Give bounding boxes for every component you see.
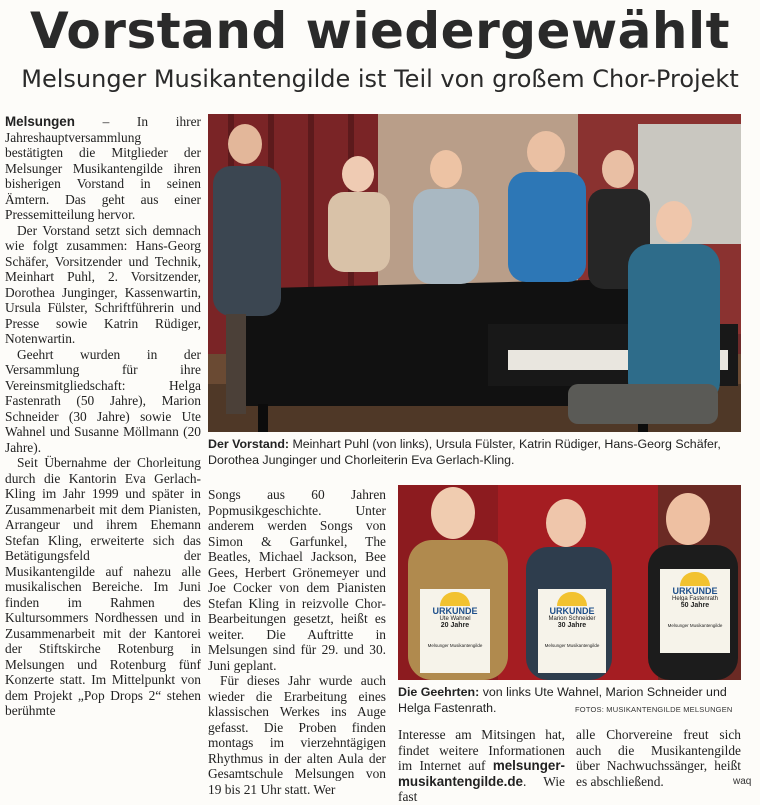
certificate-name: Marion Schneider bbox=[548, 616, 596, 622]
col3-text-after: . Wie fast bbox=[398, 773, 565, 804]
subheadline: Melsunger Musikantengilde ist Teil von großem Chor-Projekt bbox=[21, 65, 739, 93]
caption-label: Die Geehrten: bbox=[398, 685, 480, 699]
caption-text: von links Ute Wahnel, Marion Schneider und Helga Fastenrath. bbox=[398, 685, 727, 715]
certificate-years: 30 Jahre bbox=[557, 622, 587, 629]
article-paragraph-1 bbox=[5, 114, 201, 223]
certificate-title: URKUNDE bbox=[549, 606, 595, 616]
author-signature: waq bbox=[733, 776, 752, 787]
certificate-3 bbox=[660, 569, 730, 653]
certificate-club: Melsunger Musikantengilde bbox=[544, 643, 600, 648]
certificate-title: URKUNDE bbox=[432, 606, 478, 616]
paragraph-1-text: – In ihrer Jahreshauptversammlung bestätigten die Mitglieder der Melsunger Musikantengilde ihren bisherigen Vorstand in seinen Ämtern. Das geht aus einer Pressemitteilung hervor. bbox=[5, 114, 201, 222]
photo-credit: FOTOS: MUSIKANTENGILDE MELSUNGEN bbox=[575, 705, 733, 714]
article-col4-paragraph: alle Chorvereine freut sich auch die Musikantengilde über Nachwuchssänger, heißt es abschließend. bbox=[576, 727, 741, 789]
article-paragraph-4: Seit Übernahme der Chorleitung durch die Kantorin Eva Gerlach-Kling im Jahr 1999 und später in Zusammenarbeit mit dem Pianisten, Arrangeur und ihrem Ehemann Stefan Kling, erweiterte sich das Betätigungsfeld der Musikantengilde auf nahezu alle musikalischen Bereiche. Im Juni finden im Rahmen des Kultursommers Nordhessen und in Zusammenarbeit mit der Kantorei der Stiftskirche Rotenburg in Melsungen und Rotenburg fünf Konzerte statt. Im Mittelpunkt von dem Projekt „Pop Drops 2“ stehen berühmte bbox=[5, 455, 201, 718]
article-column-1 bbox=[5, 114, 201, 784]
certificate-years: 50 Jahre bbox=[680, 602, 710, 609]
article-column-4 bbox=[576, 727, 741, 789]
dateline: Melsungen bbox=[5, 114, 75, 129]
col3-text-before: Interesse am Mitsingen hat, findet weitere Informationen im Internet auf bbox=[398, 727, 565, 773]
article-column-3 bbox=[398, 727, 565, 804]
certificate-club: Melsunger Musikantengilde bbox=[427, 643, 483, 648]
headline: Vorstand wiedergewählt bbox=[29, 2, 731, 60]
certificate-logo-icon bbox=[440, 592, 470, 606]
photo-board-members-caption bbox=[208, 436, 741, 468]
article-col2-paragraph-1: Songs aus 60 Jahren Popmusikgeschichte. Unter anderem werden Songs von Simon & Garfunkel, The Beatles, Michael Jackson, Bee Gees, Herbert Grönemeyer und Joe Cocker von dem Pianisten Stefan Kling in reizvolle Chor-Bearbeitungen gesetzt, heißt es weiter. Die Auftritte in Melsungen sind für 29. und 30. Juni geplant. bbox=[208, 487, 386, 673]
certificate-logo-icon bbox=[557, 592, 587, 606]
certificate-title: URKUNDE bbox=[672, 586, 718, 596]
certificate-2 bbox=[538, 589, 606, 673]
article-paragraph-3: Geehrt wurden in der Versammlung für ihre Vereinsmitgliedschaft: Helga Fastenrath (50 Jahre), Marion Schneider (30 Jahre) sowie Ute Wahnel und Susanne Möllmann (20 Jahre). bbox=[5, 346, 201, 455]
certificate-logo-icon bbox=[680, 572, 710, 586]
certificate-name: Helga Fastenrath bbox=[671, 596, 719, 602]
article-col2-paragraph-2: Für dieses Jahr wurde auch wieder die Erarbeitung eines klassischen Werkes ins Auge gefasst. Die Proben finden montags im vierzehntägigen Rhythmus in der alten Aula der Gesamtschule Melsungen von 19 bis 21 Uhr statt. Wer bbox=[208, 673, 386, 797]
certificate-club: Melsunger Musikantengilde bbox=[667, 623, 723, 628]
article-col3-paragraph bbox=[398, 727, 565, 805]
certificate-name: Ute Wahnel bbox=[439, 616, 471, 622]
photo-board-members bbox=[208, 114, 741, 432]
article-paragraph-2: Der Vorstand setzt sich demnach wie folgt zusammen: Hans-Georg Schäfer, Vorsitzender und Technik, Meinhart Puhl, 2. Vorsitzender, Dorothea Junginger, Kassenwartin, Ursula Fülster, Schriftführerin und Presse sowie Katrin Rüdiger, Notenwartin. bbox=[5, 222, 201, 346]
article-column-2 bbox=[208, 487, 386, 797]
photo-board-members-image bbox=[208, 114, 741, 432]
certificate-years: 20 Jahre bbox=[440, 622, 470, 629]
certificate-1 bbox=[420, 589, 490, 673]
caption-text: Meinhart Puhl (von links), Ursula Fülster, Katrin Rüdiger, Hans-Georg Schäfer, Dorothea Junginger und Chorleiterin Eva Gerlach-Kling. bbox=[208, 437, 721, 467]
caption-label: Der Vorstand: bbox=[208, 437, 290, 451]
photo-honorees bbox=[398, 485, 741, 680]
website-url[interactable]: melsunger-musikantengilde.de bbox=[398, 758, 565, 789]
